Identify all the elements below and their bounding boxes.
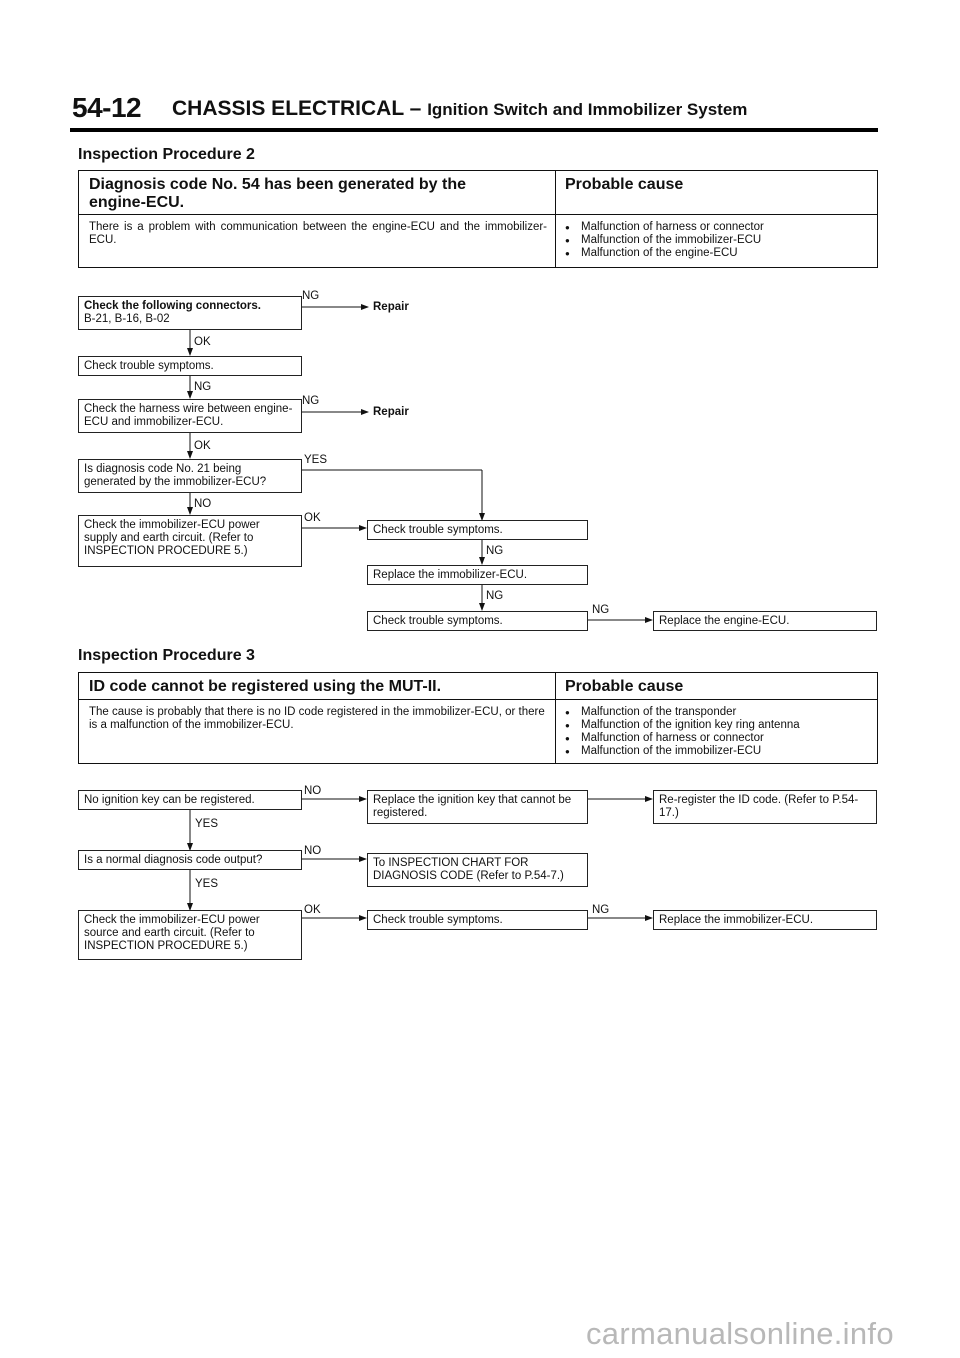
page-number: 54-12 <box>72 92 142 123</box>
step-text: Check the harness wire between engine-ECU and immobilizer-ECU. <box>84 403 293 428</box>
proc3-description: The cause is probably that there is no ID code registered in the immobilizer-ECU, or there is a malfunction of the immobilizer-ECU. <box>89 706 545 731</box>
step-text: Check trouble symptoms. <box>84 360 214 372</box>
flow-label-ok: OK <box>304 904 321 916</box>
flow-label-no: NO <box>194 498 212 510</box>
proc2-description: There is a problem with communication between the engine-ECU and the immobilizer-ECU. <box>89 221 547 246</box>
proc3-cause-header: Probable cause <box>565 678 684 695</box>
step-detail: B-21, B-16, B-02 <box>84 313 170 325</box>
proc3-result-replace-immobilizer <box>653 910 877 930</box>
proc3-step-power-source <box>78 910 302 960</box>
title-dash: – <box>409 97 422 120</box>
flow-label-ok: OK <box>304 512 321 524</box>
step-text: Replace the ignition key that cannot be registered. <box>373 794 572 819</box>
proc2-title-line2: engine-ECU. <box>89 194 185 211</box>
title-subtitle: Ignition Switch and Immobilizer System <box>427 100 748 119</box>
proc3-step-no-key-registered <box>78 790 302 810</box>
flow-label-ok: OK <box>194 336 211 348</box>
flow-label-ng: NG <box>302 290 320 302</box>
flow-label-no: NO <box>304 785 322 797</box>
proc2-title-line1: Diagnosis code No. 54 has been generated by the <box>89 176 466 193</box>
flow-label-ng: NG <box>486 545 504 557</box>
step-text: Is a normal diagnosis code output? <box>84 854 263 866</box>
proc3-result-replace-key <box>367 790 588 824</box>
step-text: Replace the immobilizer-ECU. <box>659 914 814 926</box>
flow-label-ng: NG <box>194 381 212 393</box>
flow-label-yes: YES <box>304 454 328 466</box>
proc3-title: ID code cannot be registered using the MUT-II. <box>89 678 442 695</box>
flow-label-ng: NG <box>486 590 504 602</box>
flow-label-ok: OK <box>194 440 211 452</box>
step-text: Is diagnosis code No. 21 being generated by the immobilizer-ECU? <box>84 463 267 488</box>
proc2-heading: Inspection Procedure 2 <box>78 146 255 163</box>
flow-label-ng: NG <box>592 904 610 916</box>
step-text: Check the immobilizer-ECU power supply and earth circuit. (Refer to INSPECTION PROCEDURE 5.) <box>84 519 260 557</box>
cause-item: ● Malfunction of the ignition key ring antenna <box>563 719 863 732</box>
step-text: Check trouble symptoms. <box>373 615 503 627</box>
title-main: CHASSIS ELECTRICAL <box>172 97 404 120</box>
step-text: Re-register the ID code. (Refer to P.54-17.) <box>659 794 859 819</box>
step-text: Check trouble symptoms. <box>373 524 503 536</box>
cause-item: ● Malfunction of harness or connector <box>563 221 863 234</box>
flow-label-yes: YES <box>195 818 219 830</box>
flow-label-no: NO <box>304 845 322 857</box>
step-text: No ignition key can be registered. <box>84 794 255 806</box>
cause-item: ● Malfunction of the transponder <box>563 706 863 719</box>
proc3-result-check-symptoms <box>367 910 588 930</box>
proc3-result-reregister <box>653 790 877 824</box>
flow-label-ng: NG <box>592 604 610 616</box>
proc3-step-normal-code <box>78 850 302 870</box>
cause-item: ● Malfunction of the immobilizer-ECU <box>563 745 863 758</box>
watermark: carmanualsonline.info <box>586 1316 894 1351</box>
cause-item: ● Malfunction of harness or connector <box>563 732 863 745</box>
step-text: Replace the engine-ECU. <box>659 615 790 627</box>
proc2-repair-2: Repair <box>373 406 409 418</box>
proc3-heading: Inspection Procedure 3 <box>78 647 255 664</box>
proc2-repair-1: Repair <box>373 301 409 313</box>
step-title: Check the following connectors. <box>84 300 261 312</box>
cause-item: ● Malfunction of the immobilizer-ECU <box>563 234 863 247</box>
step-text: To INSPECTION CHART FOR DIAGNOSIS CODE (Refer to P.54-7.) <box>373 857 564 882</box>
flow-label-ng: NG <box>302 395 320 407</box>
step-text: Check the immobilizer-ECU power source and earth circuit. (Refer to INSPECTION PROCEDURE 5.) <box>84 914 260 952</box>
flow-label-yes: YES <box>195 878 219 890</box>
cause-item: ● Malfunction of the engine-ECU <box>563 247 863 260</box>
proc3-result-diag-chart <box>367 853 588 887</box>
proc2-cause-header: Probable cause <box>565 176 684 193</box>
step-text: Replace the immobilizer-ECU. <box>373 569 528 581</box>
step-text: Check trouble symptoms. <box>373 914 503 926</box>
